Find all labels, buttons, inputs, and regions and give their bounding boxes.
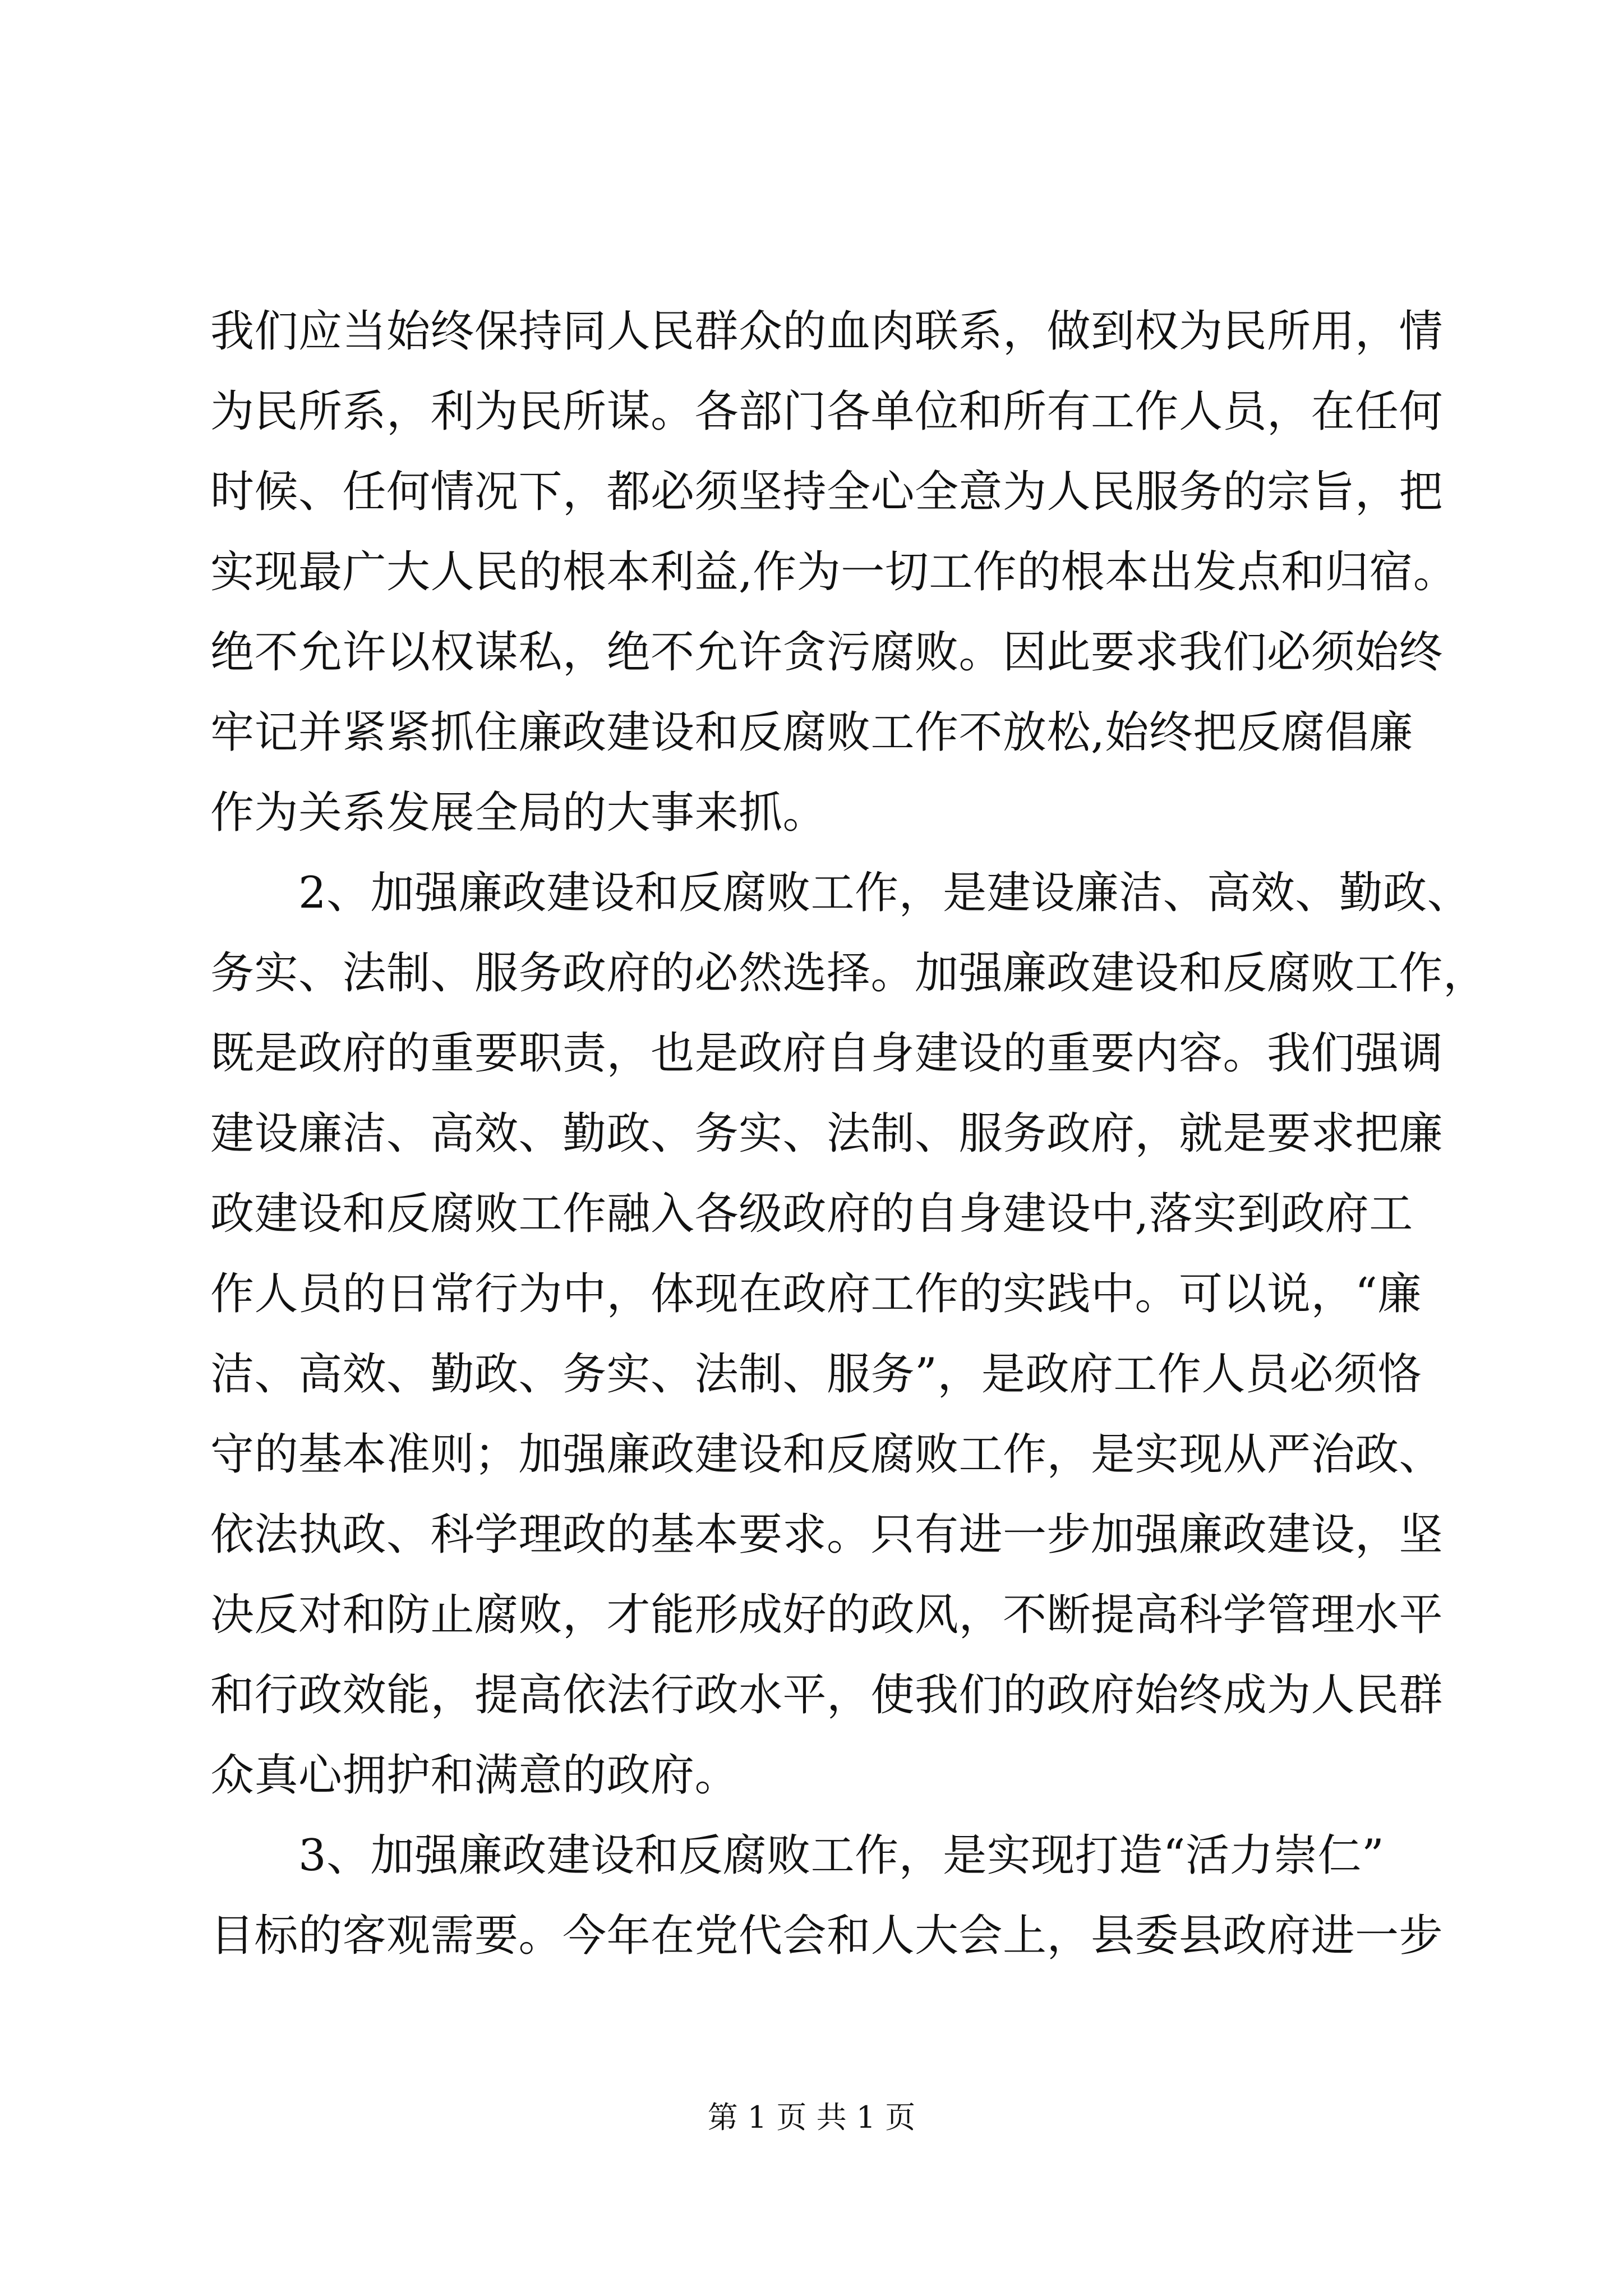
text-line: 绝不允许以权谋私，绝不允许贪污腐败。因此要求我们必须始终 bbox=[210, 627, 1444, 678]
text-line: 目标的客观需要。今年在党代会和人大会上，县委县政府进一步 bbox=[210, 1911, 1444, 1961]
document-body bbox=[210, 292, 1487, 1976]
text-line: 洁、高效、勤政、务实、法制、服务”，是政府工作人员必须恪 bbox=[210, 1349, 1422, 1400]
text-line: 和行政效能，提高依法行政水平，使我们的政府始终成为人民群 bbox=[210, 1670, 1444, 1720]
page-footer: 第 1 页 共 1 页 bbox=[707, 2100, 916, 2135]
text-line: 为民所系，利为民所谋。各部门各单位和所有工作人员，在任何 bbox=[210, 386, 1444, 437]
text-line: 作为关系发展全局的大事来抓。 bbox=[210, 788, 827, 838]
text-line: 我们应当始终保持同人民群众的血肉联系，做到权为民所用，情 bbox=[210, 306, 1444, 357]
text-line: 实现最广大人民的根本利益,作为一切工作的根本出发点和归宿。 bbox=[210, 547, 1458, 597]
paragraph-3-first-line: 3、加强廉政建设和反腐败工作，是实现打造“活力崇仁” bbox=[210, 1830, 1385, 1881]
paragraph-2-first-line: 2、加强廉政建设和反腐败工作，是建设廉洁、高效、勤政、 bbox=[210, 868, 1472, 918]
text-line: 时候、任何情况下，都必须坚持全心全意为人民服务的宗旨，把 bbox=[210, 467, 1444, 517]
text-line: 决反对和防止腐败，才能形成好的政风，不断提高科学管理水平 bbox=[210, 1590, 1444, 1640]
text-line: 牢记并紧紧抓住廉政建设和反腐败工作不放松,始终把反腐倡廉 bbox=[210, 707, 1413, 758]
text-line: 建设廉洁、高效、勤政、务实、法制、服务政府，就是要求把廉 bbox=[210, 1108, 1444, 1159]
text-line: 依法执政、科学理政的基本要求。只有进一步加强廉政建设，坚 bbox=[210, 1510, 1444, 1560]
text-line: 政建设和反腐败工作融入各级政府的自身建设中,落实到政府工 bbox=[210, 1189, 1413, 1239]
text-line: 守的基本准则；加强廉政建设和反腐败工作，是实现从严治政、 bbox=[210, 1429, 1444, 1480]
text-line: 务实、法制、服务政府的必然选择。加强廉政建设和反腐败工作， bbox=[210, 948, 1487, 999]
text-line: 作人员的日常行为中，体现在政府工作的实践中。可以说，“廉 bbox=[210, 1269, 1422, 1319]
text-line: 众真心拥护和满意的政府。 bbox=[210, 1750, 739, 1801]
text-line: 既是政府的重要职责，也是政府自身建设的重要内容。我们强调 bbox=[210, 1028, 1444, 1079]
